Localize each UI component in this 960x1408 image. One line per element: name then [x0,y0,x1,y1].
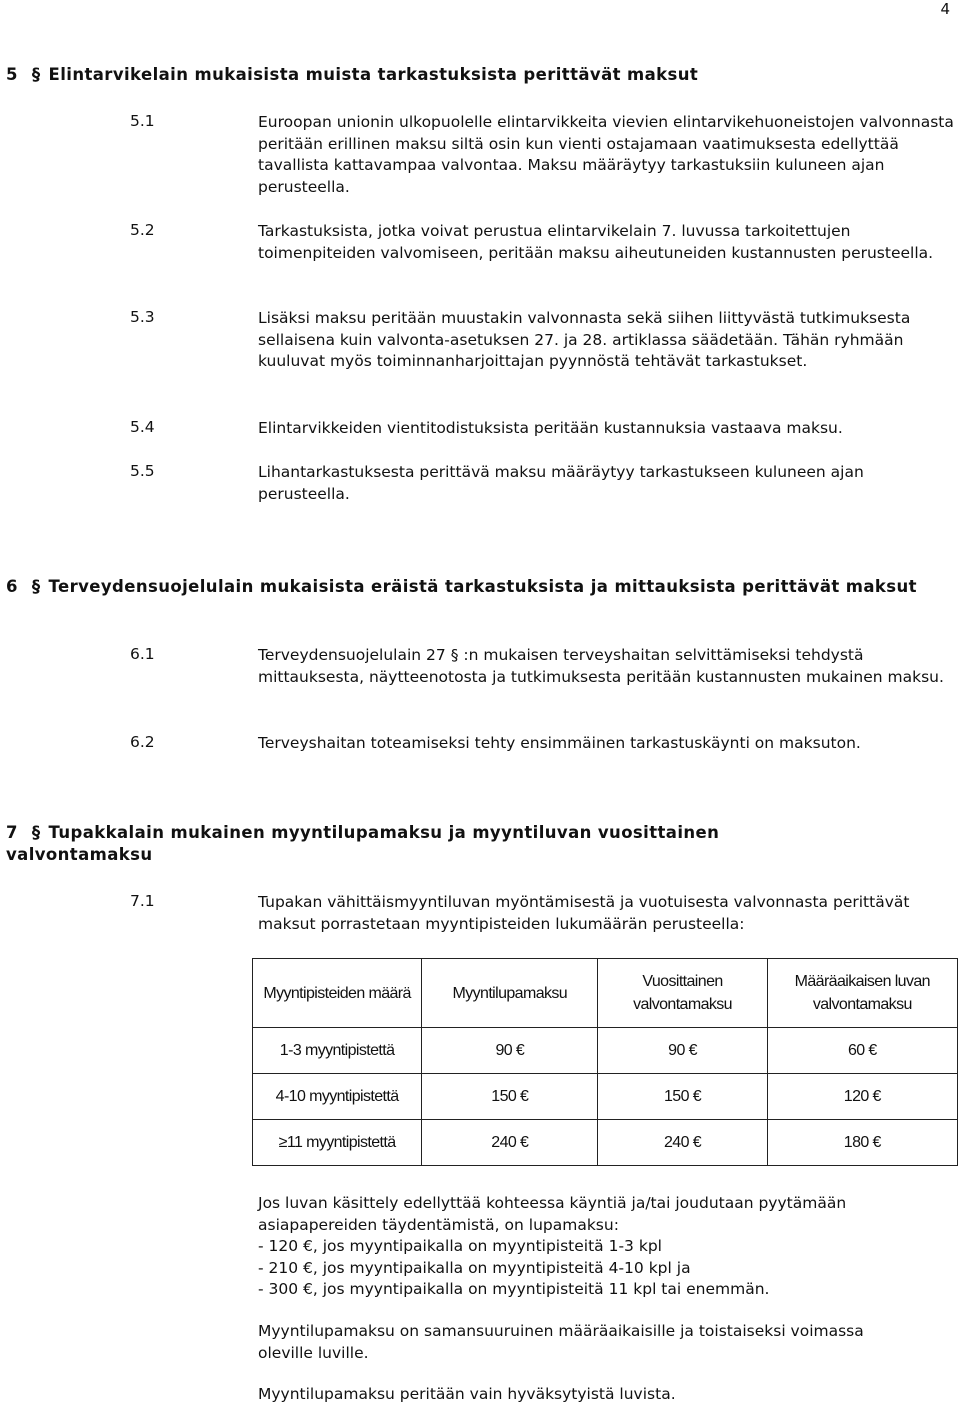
clause-number: 6.2 [130,733,155,751]
clause-text: Lisäksi maksu peritään muustakin valvonnasta sekä siihen liittyvästä tutkimuksesta sellaisena kuin valvonta-asetuksen 27. ja 28. artiklassa säädetään. Tähän ryhmään kuuluvat myös toiminnanharjoittajan pyynnöstä tehtävät tarkastukset. [258,309,911,370]
note-line: - 210 €, jos myyntipaikalla on myyntipisteitä 4-10 kpl ja [258,1258,691,1277]
table-cell: 240 € [598,1120,767,1166]
table-header-row [253,959,958,1028]
note-line: - 300 €, jos myyntipaikalla on myyntipisteitä 11 kpl tai enemmän. [258,1280,770,1298]
table-cell: 150 € [422,1074,598,1120]
clause-text: Tarkastuksista, jotka voivat perustua elintarvikelain 7. luvussa tarkoitettujen toimenpiteiden valvomiseen, peritään maksu aiheutuneiden kustannusten perusteella. [258,222,934,262]
column-header: Määräaikaisen luvan valvontamaksu [767,959,957,1028]
table-row [253,1120,958,1166]
table-cell: 180 € [767,1120,957,1166]
clause-number: 5.5 [130,462,155,480]
table-row [253,1074,958,1120]
table-cell: 150 € [598,1074,767,1120]
column-header: Vuosittainen valvontamaksu [598,959,767,1028]
clause-number: 5.4 [130,418,155,436]
page-number: 4 [940,0,950,18]
clause-number: 5.1 [130,112,155,130]
section-number: 5 [6,65,18,84]
section-title: Tupakkalain mukainen myyntilupamaksu ja myyntiluvan vuosittainen valvontamaksu [6,823,720,864]
section-mark: § [31,577,41,596]
note-line: asiapapereiden täydentämistä, on lupamaksu: [258,1215,619,1234]
clause-number: 5.3 [130,308,155,326]
table-cell: ≥11 myyntipistettä [253,1120,422,1166]
table-cell: 4-10 myyntipistettä [253,1074,422,1120]
clause-text: Tupakan vähittäismyyntiluvan myöntämisestä ja vuotuisesta valvonnasta perittävät maksut porrastetaan myyntipisteiden lukumäärän perusteella: [258,893,910,933]
section-number: 6 [6,577,18,596]
clause-number: 5.2 [130,221,155,239]
table-cell: 90 € [422,1028,598,1074]
temporary-permit-note [258,1321,958,1364]
note-line: Jos luvan käsittely edellyttää kohteessa käyntiä ja/tai joudutaan pyytämään [258,1194,847,1212]
fee-table [252,958,958,1166]
note-line: oleville luville. [258,1343,369,1362]
column-header: Myyntipisteiden määrä [253,959,422,1028]
section-title: Terveydensuojelulain mukaisista eräistä tarkastuksista ja mittauksista perittävät maksut [48,577,917,596]
note-line: Myyntilupamaksu peritään vain hyväksytyistä luvista. [258,1385,676,1403]
table-row [253,1028,958,1074]
note-line: Myyntilupamaksu on samansuuruinen määräaikaisille ja toistaiseksi voimassa [258,1322,864,1340]
clause-text: Elintarvikkeiden vientitodistuksista peritään kustannuksia vastaava maksu. [258,419,843,437]
clause-text: Terveydensuojelulain 27 § :n mukaisen terveyshaitan selvittämiseksi tehdystä mittauksesta, näytteenotosta ja tutkimuksesta peritään kustannusten mukainen maksu. [258,646,944,686]
note-line: - 120 €, jos myyntipaikalla on myyntipisteitä 1-3 kpl [258,1237,662,1255]
approved-permit-note [258,1384,958,1406]
table-cell: 120 € [767,1074,957,1120]
section-6-heading [6,576,951,598]
table-cell: 60 € [767,1028,957,1074]
column-header: Myyntilupamaksu [422,959,598,1028]
clause-text: Terveyshaitan toteamiseksi tehty ensimmäinen tarkastuskäynti on maksuton. [258,734,861,752]
section-5-heading [6,64,698,86]
section-7-heading [6,822,856,866]
clause-text: Euroopan unionin ulkopuolelle elintarvikkeita vievien elintarvikehuoneistojen valvonnasta peritään erillinen maksu siltä osin kun vienti ostajamaan vaatimuksesta edellyttää tavallista kattavampaa valvontaa. Maksu määräytyy tarkastuksiin kuluneen ajan perusteella. [258,113,954,196]
section-mark: § [31,823,41,842]
clause-number: 6.1 [130,645,155,663]
table-cell: 90 € [598,1028,767,1074]
section-mark: § [31,65,41,84]
table-cell: 1-3 myyntipistettä [253,1028,422,1074]
permit-fee-note [258,1193,958,1301]
clause-number: 7.1 [130,892,155,910]
section-title: Elintarvikelain mukaisista muista tarkastuksista perittävät maksut [48,65,699,84]
table-cell: 240 € [422,1120,598,1166]
section-number: 7 [6,823,18,842]
clause-text: Lihantarkastuksesta perittävä maksu määräytyy tarkastukseen kuluneen ajan perusteella. [258,463,864,503]
